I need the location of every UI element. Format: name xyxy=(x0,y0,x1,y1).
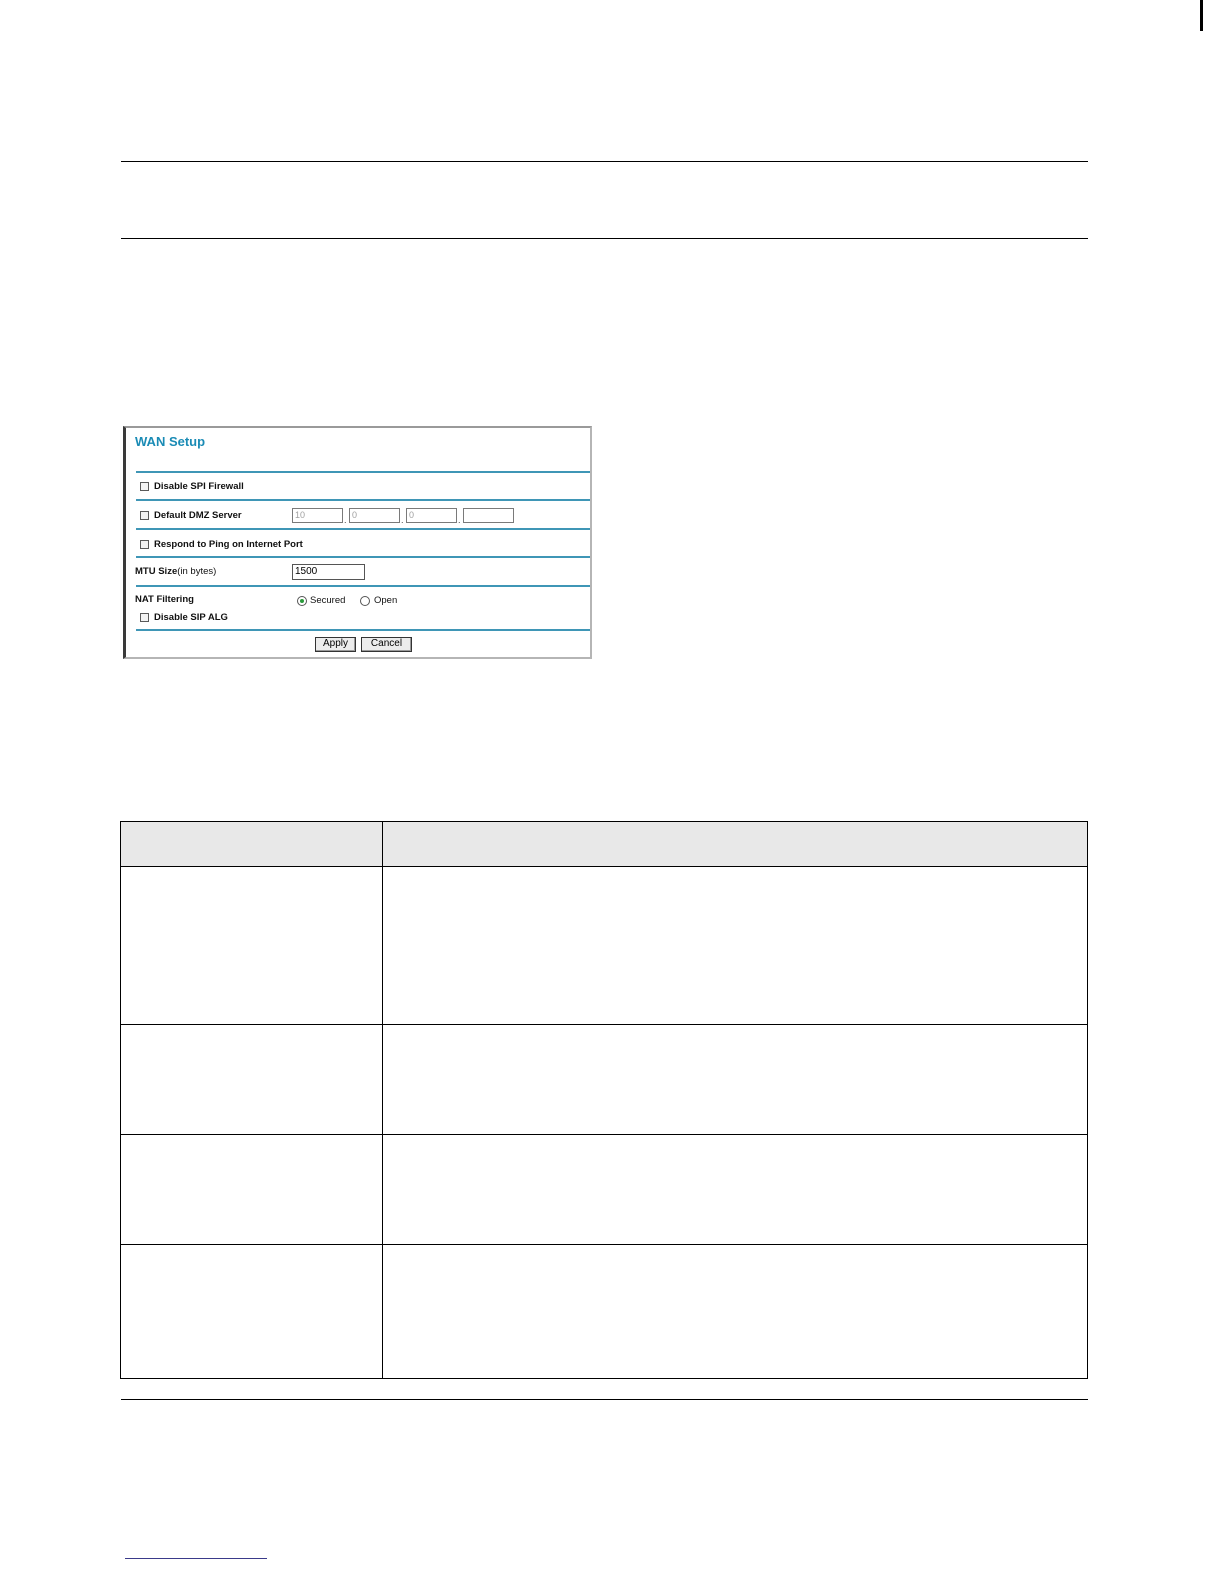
table-row-divider xyxy=(120,1024,1088,1025)
dmz-ip-octet-4[interactable] xyxy=(463,508,514,523)
mtu-size-input[interactable]: 1500 xyxy=(292,564,365,580)
separator xyxy=(136,585,590,587)
header-rule-bottom xyxy=(121,238,1088,239)
ip-dot: . xyxy=(344,515,347,525)
separator xyxy=(136,556,590,558)
table-border-top xyxy=(120,821,1088,822)
wan-setup-panel xyxy=(123,426,592,659)
wan-setup-title: WAN Setup xyxy=(135,434,206,449)
dmz-ip-octet-3[interactable]: 0 xyxy=(406,508,457,523)
dmz-ip-octet-1[interactable]: 10 xyxy=(292,508,343,523)
respond-to-ping-label: Respond to Ping on Internet Port xyxy=(154,539,303,550)
table-row-divider xyxy=(120,1134,1088,1135)
mtu-size-label xyxy=(135,566,216,577)
default-dmz-server-checkbox[interactable] xyxy=(140,511,149,520)
disable-sip-alg-checkbox[interactable] xyxy=(140,613,149,622)
respond-to-ping-checkbox[interactable] xyxy=(140,540,149,549)
footer-link-underline[interactable] xyxy=(125,1558,267,1559)
default-dmz-server-label: Default DMZ Server xyxy=(154,510,242,521)
mtu-size-label-text: MTU Size xyxy=(135,566,178,577)
disable-spi-firewall-label: Disable SPI Firewall xyxy=(154,481,244,492)
disable-spi-firewall-checkbox[interactable] xyxy=(140,482,149,491)
table-row-divider xyxy=(120,1244,1088,1245)
header-rule-top xyxy=(121,161,1088,162)
separator xyxy=(136,528,590,530)
separator xyxy=(136,629,590,631)
table-border-bottom xyxy=(120,1378,1088,1379)
dmz-ip-octet-2[interactable]: 0 xyxy=(349,508,400,523)
page-edge-mark xyxy=(1200,0,1203,31)
apply-button[interactable]: Apply xyxy=(315,637,356,652)
table-column-divider xyxy=(382,821,383,1379)
ip-dot: . xyxy=(458,515,461,525)
separator xyxy=(136,471,590,473)
nat-filtering-label: NAT Filtering xyxy=(135,594,194,605)
ip-dot: . xyxy=(401,515,404,525)
mtu-size-unit: (in bytes) xyxy=(177,566,217,577)
table-header-row xyxy=(120,821,1088,866)
footer-rule xyxy=(121,1399,1088,1400)
nat-open-label: Open xyxy=(374,595,398,606)
settings-table xyxy=(120,821,1088,1379)
cancel-button[interactable]: Cancel xyxy=(361,637,412,652)
table-border-right xyxy=(1087,821,1088,1379)
nat-secured-radio[interactable] xyxy=(297,596,307,606)
table-row-divider xyxy=(120,866,1088,867)
separator xyxy=(136,499,590,501)
nat-secured-label: Secured xyxy=(310,595,346,606)
table-border-left xyxy=(120,821,121,1379)
nat-open-radio[interactable] xyxy=(360,596,370,606)
disable-sip-alg-label: Disable SIP ALG xyxy=(154,612,228,623)
